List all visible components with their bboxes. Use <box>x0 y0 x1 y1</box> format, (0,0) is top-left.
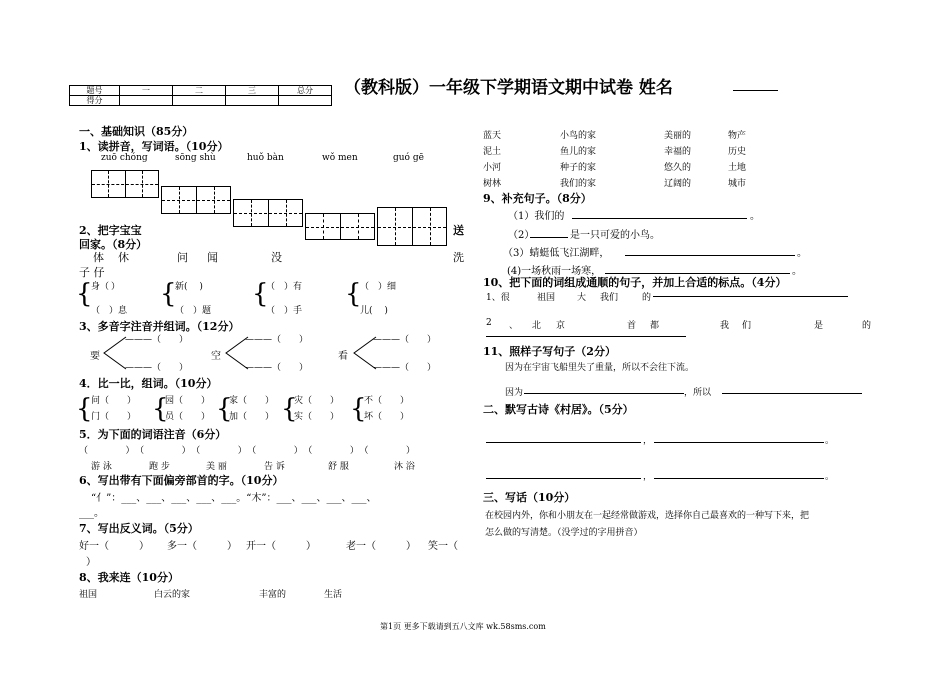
writing-grid-5[interactable] <box>377 207 447 246</box>
q2-char: 问 <box>177 251 188 264</box>
q8-word[interactable]: 白云的家 <box>154 590 191 600</box>
q10-word: 首 <box>627 321 637 331</box>
q2-chars-row2: 子 仔 <box>79 266 105 279</box>
section-3-heading: 三、写话（10分） <box>483 491 576 504</box>
footer: 第1页 更多下载请到五八文库 wk.58sms.com <box>380 622 546 631</box>
link-word[interactable]: 小河 <box>483 163 502 173</box>
poem-line[interactable] <box>486 442 641 443</box>
brace-icon: { <box>216 394 233 424</box>
pinyin-5: guó gē <box>393 153 424 163</box>
link-word[interactable]: 幸福的 <box>664 147 692 157</box>
score-header-cell: 一 <box>120 86 173 96</box>
q10-word: 大 <box>577 293 587 303</box>
q10-word: 、 <box>509 321 519 331</box>
score-header-cell: 二 <box>173 86 226 96</box>
link-word[interactable]: 蓝天 <box>483 131 502 141</box>
q2-char: 洗 <box>453 251 464 264</box>
q10-heading: 10、把下面的词组成通顺的句子，并加上合适的标点。（4分） <box>483 276 787 289</box>
link-word[interactable]: 泥土 <box>483 147 502 157</box>
brace-icon: { <box>345 279 362 309</box>
q2-group4-bottom[interactable]: 儿( ) <box>360 306 388 316</box>
q2-heading-part1: 2、把字宝宝 <box>79 224 142 237</box>
q5-word: 游 泳 <box>91 462 112 472</box>
poem-line[interactable] <box>654 478 824 479</box>
q1-heading: 1、读拼音，写词语。（10分） <box>79 140 229 153</box>
q5-heading: 5．为下面的词语注音（6分） <box>79 428 227 441</box>
q10-word: 的 <box>642 293 652 303</box>
score-table <box>69 85 332 106</box>
q6-line-2[interactable]: ___。 <box>79 508 104 519</box>
q10-answer-line-2[interactable] <box>486 336 686 337</box>
q4-top[interactable]: 问（ ） <box>91 396 137 406</box>
pinyin-1: zuō chóng <box>101 153 148 163</box>
q9-blank-1[interactable] <box>572 218 747 219</box>
period: 。 <box>797 248 807 259</box>
q9-heading: 9、补充句子。（8分） <box>483 192 592 205</box>
score-cell[interactable] <box>120 96 173 106</box>
brace-icon: { <box>252 279 269 309</box>
link-word[interactable]: 鱼儿的家 <box>560 147 597 157</box>
q2-group1-top[interactable]: 身（ <box>91 282 110 292</box>
q9-item-4: (4)一场秋雨一场寒， <box>507 266 602 277</box>
q11-blank-because[interactable] <box>524 393 684 394</box>
comma: ， <box>643 472 653 482</box>
q10-word: 祖国 <box>537 293 556 303</box>
link-word[interactable]: 悠久的 <box>664 163 692 173</box>
link-word[interactable]: 辽阔的 <box>664 179 692 189</box>
q4-top[interactable]: 园（ ） <box>165 396 211 406</box>
q5-word: 跑 步 <box>149 462 170 472</box>
score-header-cell: 题号 <box>70 86 120 96</box>
q2-char: 体 <box>93 251 104 264</box>
q2-heading-send: 送 <box>453 224 464 237</box>
poem-line[interactable] <box>654 442 824 443</box>
q4-heading: 4．比一比，组词。（10分） <box>79 377 218 390</box>
score-cell[interactable] <box>173 96 226 106</box>
q6-line-1[interactable]: “亻”：___、___、___、___、___。“木”：___、___、___、___、 <box>91 493 377 504</box>
period: 。 <box>792 266 802 277</box>
link-word[interactable]: 树林 <box>483 179 502 189</box>
q11-so: ，所以 <box>684 388 712 398</box>
q4-bottom[interactable]: 门（ ） <box>91 412 137 422</box>
q7-tail: ） <box>86 557 96 568</box>
q3-blank[interactable]: ———（ ） <box>125 363 189 373</box>
writing-prompt-line-2: 怎么做的写清楚。（没学过的字用拼音） <box>485 528 643 538</box>
brace-icon: { <box>76 394 93 424</box>
q7-item[interactable]: 多一（ ） <box>167 541 237 552</box>
section-1-heading: 一、基础知识（85分） <box>79 125 194 138</box>
q3-heading: 3、多音字注音并组词。（12分） <box>79 320 240 333</box>
score-cell[interactable] <box>279 96 332 106</box>
q2-group2-top[interactable]: 新( ) <box>175 282 203 292</box>
link-word[interactable]: 我们的家 <box>560 179 597 189</box>
q10-word: 1、很 <box>486 293 510 303</box>
period: 。 <box>825 436 835 446</box>
q3-char-kong: 空 <box>211 351 221 362</box>
q4-top[interactable]: 家（ ） <box>229 396 275 406</box>
q4-top[interactable]: 不（ ） <box>364 396 410 406</box>
q6-heading: 6、写出带有下面偏旁部首的字。（10分） <box>79 474 284 487</box>
q10-word: 都 <box>650 321 660 331</box>
link-word[interactable]: 土地 <box>728 163 747 173</box>
q5-word: 美 丽 <box>206 462 227 472</box>
period: 。 <box>750 211 760 222</box>
q9-blank-3[interactable] <box>625 255 795 256</box>
q2-group3-top[interactable]: （ ）有 <box>266 282 303 292</box>
name-blank[interactable] <box>733 90 778 91</box>
q2-group1-close: ） <box>111 282 121 292</box>
q2-group1-bottom[interactable]: （ ）息 <box>91 306 128 316</box>
q3-blank[interactable]: ———（ ） <box>245 363 309 373</box>
score-row-label: 得分 <box>70 96 120 106</box>
q10-word: 北 <box>532 321 542 331</box>
poem-line[interactable] <box>486 478 641 479</box>
q5-word: 沐 浴 <box>394 462 415 472</box>
q4-bottom[interactable]: 加（ ） <box>229 412 275 422</box>
q3-blank[interactable]: ———（ ） <box>125 335 189 345</box>
q9-item-2: （2） <box>508 230 535 241</box>
q9-blank-2[interactable] <box>530 237 568 238</box>
q2-char: 闻 <box>207 251 218 264</box>
q10-answer-line-1[interactable] <box>653 296 848 297</box>
q3-blank[interactable]: ———（ ） <box>245 335 309 345</box>
q3-blank[interactable]: ———（ ） <box>373 363 437 373</box>
q10-word: 的 <box>862 321 872 331</box>
q8-heading: 8、我来连（10分） <box>79 571 179 584</box>
score-header-cell: 总分 <box>279 86 332 96</box>
writing-prompt-line-1: 在校园内外，你和小朋友在一起经常做游戏，选择你自己最喜欢的一种写下来，把 <box>485 511 810 521</box>
q8-word[interactable]: 丰富的 <box>259 590 287 600</box>
q11-heading: 11、照样子写句子（2分） <box>483 345 616 358</box>
q9-item-1: （1）我们的 <box>508 211 565 222</box>
q4-bottom[interactable]: 实（ ） <box>294 412 340 422</box>
q7-item[interactable]: 笑一（ <box>428 541 458 552</box>
pinyin-2: sōng shù <box>175 153 216 163</box>
q8-word[interactable]: 生活 <box>324 590 343 600</box>
q4-bottom[interactable]: 员（ ） <box>165 412 211 422</box>
q7-item[interactable]: 老一（ ） <box>346 541 416 552</box>
link-word[interactable]: 种子的家 <box>560 163 597 173</box>
q10-word: 我们 <box>600 293 619 303</box>
q5-word: 舒 服 <box>328 462 349 472</box>
q2-group4-top[interactable]: （ ）细 <box>360 282 397 292</box>
q4-bottom[interactable]: 坏（ ） <box>364 412 410 422</box>
q2-char: 休 <box>118 251 129 264</box>
q3-char-kan: 看 <box>338 351 348 362</box>
q2-group3-bottom[interactable]: （ ）手 <box>266 306 303 316</box>
link-word[interactable]: 小鸟的家 <box>560 131 597 141</box>
q7-heading: 7、写出反义词。（5分） <box>79 522 199 535</box>
brace-icon: { <box>350 394 367 424</box>
q8-word[interactable]: 祖国 <box>79 590 98 600</box>
q3-blank[interactable]: ———（ ） <box>373 335 437 345</box>
q3-char-yao: 要 <box>90 351 100 362</box>
link-word[interactable]: 历史 <box>728 147 747 157</box>
pinyin-3: huǒ bàn <box>247 153 284 163</box>
q11-example: 因为在宇宙飞船里失了重量，所以不会往下流。 <box>505 363 695 373</box>
brace-icon: { <box>152 394 169 424</box>
period: 。 <box>825 472 835 482</box>
writing-grid-1[interactable] <box>91 170 159 198</box>
q9-item-2-tail: 是一只可爱的小鸟。 <box>570 230 660 241</box>
q7-item[interactable]: 好一（ ） <box>79 541 149 552</box>
link-word[interactable]: 城市 <box>728 179 747 189</box>
score-cell[interactable] <box>226 96 279 106</box>
q2-group2-bottom[interactable]: （ ）题 <box>175 306 212 316</box>
q2-char: 没 <box>271 251 282 264</box>
score-header-cell: 三 <box>226 86 279 96</box>
brace-icon: { <box>281 394 298 424</box>
q11-blank-so[interactable] <box>722 393 862 394</box>
q10-word: 京 <box>556 321 566 331</box>
page-title: （教科版）一年级下学期语文期中试卷 姓名 <box>344 78 673 98</box>
writing-grid-4[interactable] <box>305 213 375 240</box>
score-header-row <box>70 86 332 96</box>
q2-heading-part2: 回家。（8分） <box>79 238 148 251</box>
link-word[interactable]: 美丽的 <box>664 131 692 141</box>
comma: ， <box>643 436 653 446</box>
q4-top[interactable]: 灾（ ） <box>294 396 340 406</box>
q5-word: 告 诉 <box>264 462 285 472</box>
q7-item[interactable]: 开一（ ） <box>246 541 316 552</box>
q11-because: 因为 <box>505 388 524 398</box>
writing-grid-2[interactable] <box>161 186 231 214</box>
score-value-row <box>70 96 332 106</box>
q10-word: 2 <box>486 318 492 328</box>
q10-word: 我 <box>720 321 730 331</box>
q5-pinyin-blanks[interactable]: （ ） （ ） （ ） （ ） （ ） （ ） <box>79 446 416 456</box>
section-2-heading: 二、默写古诗《村居》。（5分） <box>483 403 634 416</box>
link-word[interactable]: 物产 <box>728 131 747 141</box>
writing-grid-3[interactable] <box>233 199 303 227</box>
brace-icon: { <box>76 279 93 309</box>
brace-icon: { <box>160 279 177 309</box>
pinyin-4: wǒ men <box>322 153 358 163</box>
q10-word: 是 <box>814 321 824 331</box>
q10-word: 们 <box>742 321 752 331</box>
q9-item-3: （3）蜻蜓低飞江湖畔， <box>503 248 610 259</box>
